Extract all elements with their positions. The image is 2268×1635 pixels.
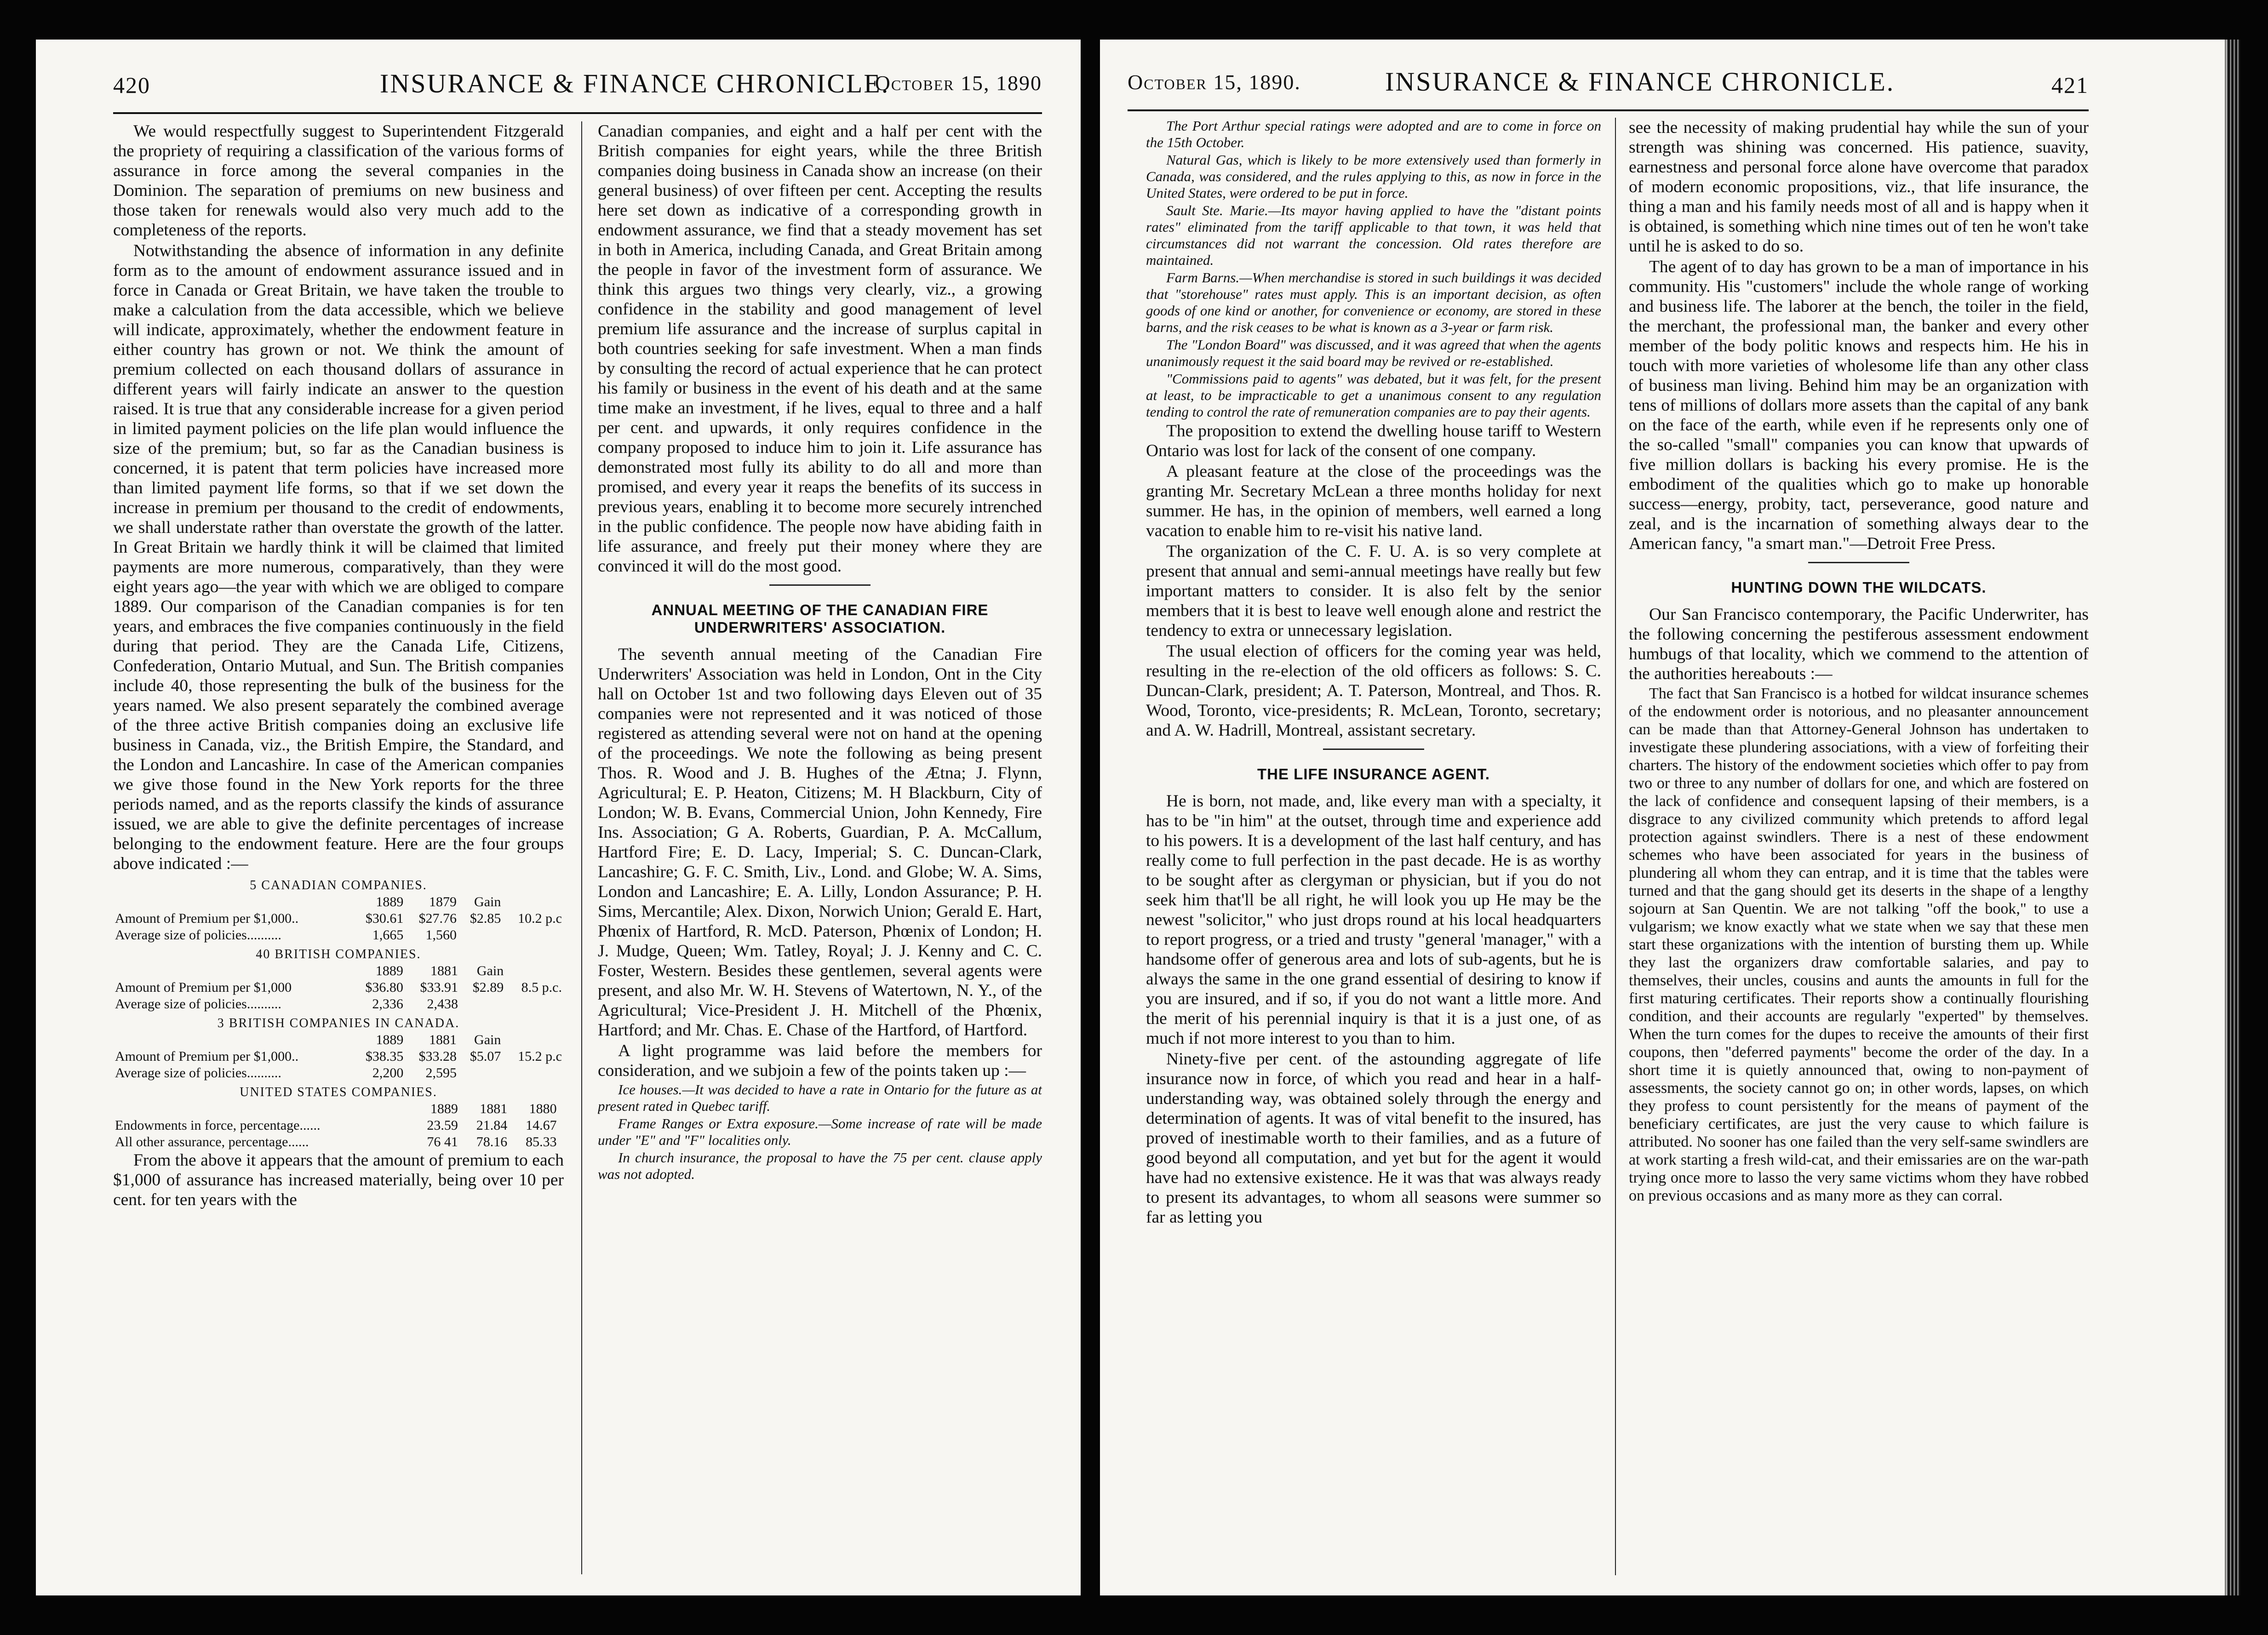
table-row [113,910,564,927]
table-cell: Average size of policies.......... [115,927,281,943]
table-caption: 5 CANADIAN COMPANIES. [250,878,427,892]
table-cell: All other assurance, percentage...... [115,1134,309,1149]
table-header-cell: 1879 [429,894,457,909]
section-rule [1808,562,1909,563]
statistics-table [113,943,564,1012]
meeting-note: In church insurance, the proposal to have the 75 per cent. clause apply was not adopted. [598,1149,1042,1182]
left-running-title: INSURANCE & FINANCE CHRONICLE. [380,69,890,98]
table-caption: 3 BRITISH COMPANIES IN CANADA. [217,1016,460,1030]
table-header-cell: 1889 [376,894,404,909]
table-row [113,1117,564,1134]
table-cell: 2,595 [425,1065,457,1080]
table-header-cell [113,1101,410,1117]
table-header-cell: Gain [474,894,501,909]
section-heading: ANNUAL MEETING OF THE CANADIAN FIRE UNDERWRITERS' ASSOCIATION. [651,601,989,636]
table-cell: 8.5 p.c. [521,980,562,995]
left-page [36,40,1081,1595]
left-header-rule [113,112,1042,114]
table-cell: 14.67 [526,1118,557,1133]
meeting-note: Frame Ranges or Extra exposure.—Some increase of rate will be made under "E" and "F" localities only. [598,1115,1042,1148]
table-header-cell: 1881 [429,1032,457,1047]
right-header-rule [1128,109,2089,111]
paragraph: The organization of the C. F. U. A. is so very complete at present that annual and semi-annual meetings have really but few important matters to consider. It is also felt by the senior members that it is best to leave well enough alone and restrict the tendency to extra or unnecessary legislation. [1146,542,1601,640]
table-row [113,979,564,996]
table-cell: 21.84 [476,1118,508,1133]
paragraph: The proposition to extend the dwelling house tariff to Western Ontario was lost for lack of the consent of one company. [1146,422,1601,460]
meeting-note: Ice houses.—It was decided to have a rate in Ontario for the future as at present rated in Quebec tariff. [598,1081,1042,1114]
table-cell: $30.61 [365,911,404,926]
section-rule [769,584,871,586]
left-column-2 [598,121,1042,1574]
table-cell: 2,336 [372,996,403,1012]
table-header-cell: 1889 [430,1101,458,1116]
table-cell [458,1065,503,1081]
table-cell [559,1117,564,1134]
left-header [113,65,1042,107]
table-cell: Amount of Premium per $1,000.. [115,1049,299,1064]
right-column-1 [1146,118,1601,1575]
paragraph: Ninety-five per cent. of the astounding aggregate of life insurance now in force, of which you read and hear in a half-understanding way, was obtained solely through the energy and determination of agents. It was of vital benefit to the insured, has proved of inestimable worth to their families, and as a future of good beyond all computation, and yet but for the agent it would have had no extensive existence. He it was that was always ready to present its advantages, to whom all seasons were summer so far as letting you [1146,1050,1601,1227]
paragraph: A pleasant feature at the close of the proceedings was the granting Mr. Secretary McLean a three months holiday for next summer. He has, in the opinion of members, well earned a long vacation to enable him to re-visit his native land. [1146,462,1601,540]
table-cell: 1,560 [425,927,457,943]
paragraph: Our San Francisco contemporary, the Pacific Underwriter, has the following concerning the pestiferous assessment endowment humbugs of that locality, which we commend to the attention of the authorities hereabouts :— [1629,605,2089,683]
paragraph: Canadian companies, and eight and a half per cent with the British companies for eight years, while the three British companies doing business in Canada show an increase (on their general business) of over fifteen per cent. Accepting the results here set down as indicative of a corresponding growth in endowment assurance, we find that a steady movement has set in both in America, including Canada, and Great Britain among the people in favor of the investment form of assurance. We think this argues two things very clearly, viz., a growing confidence in the stability and good management of level premium life assurance and the increase of surplus capital in both countries seeking for safe investment. When a man finds by consulting the record of actual experience that he can protect his family or business in the event of his death and at the same time make an investment, if he lives, equal to three and a half per cent. and upwards, it only requires confidence in the company proposed to induce him to join it. Life assurance has demonstrated most fully its ability to do all and more than promised, and every year it reaps the benefits of its success in previous years, enabling it to become more securely intrenched in the public confidence. The people now have abiding faith in life assurance, and freely put their money where they are convinced it will do the most good. [598,122,1042,576]
meeting-note: "Commissions paid to agents" was debated, but it was felt, for the present at least, to be impracticable to get a unanimous consent to any regulation tending to control the rate of remuneration companies are to pay their agents. [1146,371,1601,420]
statistics-tables [113,875,564,1150]
table-header-cell: Gain [474,1032,501,1047]
table-cell: 2,200 [372,1065,404,1080]
paragraph: The usual election of officers for the coming year was held, resulting in the re-election of the old officers as follows: S. C. Duncan-Clark, president; A. T. Paterson, Montreal, and Thos. R. Wood, Toronto, vice-presidents; R. McLean, Toronto, secretary; and A. W. Hadrill, Montreal, assistant secretary. [1146,642,1601,740]
table-cell [460,996,505,1012]
right-page [1100,40,2227,1595]
right-header [1128,65,2089,107]
table-cell: Average size of policies.......... [115,1065,281,1080]
paragraph: A light programme was laid before the members for consideration, and we subjoin a few of the points taken up :— [598,1041,1042,1080]
table-caption: 40 BRITISH COMPANIES. [256,947,421,961]
left-date: October 15, 1890 [875,71,1042,95]
table-cell: $36.80 [365,980,403,995]
table-header-cell: 1889 [376,1032,404,1047]
table-cell [505,996,564,1012]
meeting-note: The "London Board" was discussed, and it was agreed that when the agents unanimously request it the said board may be revived or re-established. [1146,337,1601,369]
table-header-cell: Gain [476,963,504,978]
table-cell: 76 41 [427,1134,458,1149]
table-cell: Endowments in force, percentage...... [115,1118,321,1133]
paragraph: We would respectfully suggest to Superintendent Fitzgerald the propriety of requiring a classification of the various forms of assurance in force among the several companies in the Dominion. The separation of premiums on new business and those taken for renewals would also very much add to the completeness of the reports. [113,122,564,240]
table-cell: Amount of Premium per $1,000.. [115,911,299,926]
table-header-cell [113,1032,352,1048]
meeting-note: Farm Barns.—When merchandise is stored in such buildings it was decided that "storehouse" rates must apply. This is an important decision, as often goods of one kind or another, for convenience or economy, are stored in these barns, and the risk ceases to be what is known as a 3-year or farm risk. [1146,269,1601,335]
table-cell [503,1065,564,1081]
table-row [113,927,564,943]
table-header-cell: 1889 [375,963,403,978]
table-cell [458,927,503,943]
paragraph: The seventh annual meeting of the Canadian Fire Underwriters' Association was held in London, Ont in the City hall on October 1st and two following days Eleven out of 35 companies were not represented and it was noticed of those registered as attending several were not on hand at the opening of the proceedings. We note the following as being present Thos. R. Wood and J. B. Hughes of the Ætna; J. Flynn, Agricultural; E. P. Heaton, Citizens; M. H Blackburn, City of London; W. B. Evans, Commercial Union, John Kennedy, Fire Ins. Association; G A. Roberts, Guardian, P. A. McCallum, Hartford Fire; E. D. Lacy, Imperial; S. C. Duncan-Clark, Lancashire; G. F. C. Smith, Liv., Lond. and Globe; W. A. Sims, London and Lancashire; E. A. Lilly, London Assurance; P. H. Sims, Mercantile; Alex. Dixon, Norwich Union; Gerald E. Hart, Phœnix of Hartford, R. McD. Paterson, Phœnix of London; H. J. Mudge, Queen; Wm. Tatley, Royal; J. J. Kenny and C. C. Foster, Western. Besides these gentlemen, several agents were present, and also Mr. W. H. Stevens of Watertown, N. Y., of the Agricultural; Vice-President J. H. Mitchell of the Phœnix, Hartford; and Mr. Chas. E. Chase of the Hartford, of Hartford. [598,645,1042,1040]
table-cell: $2.85 [470,911,501,926]
page-scan-edge [2225,40,2240,1595]
table-header-cell [113,894,352,910]
column-divider [1615,118,1616,1575]
meeting-note: Natural Gas, which is likely to be more extensively used than formerly in Canada, was considered, and the rules applying to this, as now in force in the United States, were ordered to be put in force. [1146,152,1601,201]
table-header-cell: 1881 [430,963,458,978]
right-date: October 15, 1890. [1128,70,1301,94]
table-cell: $27.76 [418,911,457,926]
paragraph: see the necessity of making prudential hay while the sun of your strength was shining was concerned. His patience, suavity, earnestness and personal force alone have overcome that paradox of modern economic propositions, viz., that life insurance, the thing a man and his family needs most of all and is happy when it is obtained, is something which nine times out of ten he won't take until he is asked to do so. [1629,118,2089,256]
section-heading: HUNTING DOWN THE WILDCATS. [1731,579,1987,596]
table-header-cell: 1881 [480,1101,508,1116]
paragraph: The fact that San Francisco is a hotbed for wildcat insurance schemes of the endowment order is notorious, and no pleasanter announcement can be made than that Attorney-General Johnson has undertaken to investigate these plundering associations, with a view of forfeiting their charters. The history of the endowment societies which offer to pay from two or three to any number of dollars for one, and which are fostered on the lack of confidence and consequent lapsing of their members, is a disgrace to any civilized community which pretends to afford legal protection against swindlers. There is a nest of these endowment schemes who have been associated for years in the business of plundering all whom they can entrap, and it is time that the tables were turned and that the gang should get its deserts in the shape of a lengthy sojourn at San Quentin. We are not talking "off the book," to use a vulgarism; we know exactly what we state when we say that these men start these organizations with the intention of bursting them up. While they last the organizers draw comfortable salaries, and pay to themselves, their uncles, cousins and aunts the amounts in full for the first maturing certificates. Their reports show a continually flourishing condition, and their accounts are regularly "experted" by themselves. When the turn comes for the dupes to receive the amounts of their first coupons, then "deferred payments" become the order of the day. In a short time it is quietly announced that, owing to non-payment of assessments, the society cannot go on; in other words, lapses, on which they profess to count persistently for the means of payment of the beneficiary certificates, are just the very cause to which failure is attributed. No sooner has one failed than the very self-same swindlers are at work starting a fresh wild-cat, and their emissaries are on the war-path trying once more to lasso the very same victims whom they have robbed on previous occasions and as many more as they can corral. [1629,685,2089,1204]
table-cell: $38.35 [365,1049,404,1064]
right-column-2 [1629,118,2089,1575]
table-cell: $33.91 [420,980,458,995]
table-row [113,1065,564,1081]
table-cell: 2,438 [427,996,458,1012]
statistics-table [113,1081,564,1150]
table-header-cell [113,963,350,979]
column-divider [581,121,582,1574]
table-cell: 10.2 p.c [518,911,562,926]
left-page-number: 420 [113,72,150,98]
right-running-title: INSURANCE & FINANCE CHRONICLE. [1385,67,1895,97]
table-cell: Amount of Premium per $1,000 [115,980,292,995]
meeting-note: The Port Arthur special ratings were adopted and are to come in force on the 15th October. [1146,118,1601,150]
table-caption: UNITED STATES COMPANIES. [240,1085,437,1099]
table-row [113,996,564,1012]
table-header-cell: 1880 [529,1101,557,1116]
table-cell: $33.28 [418,1049,457,1064]
section-rule [1323,749,1424,750]
table-cell: Average size of policies.......... [115,996,281,1012]
table-cell: 1,665 [372,927,404,943]
table-row [113,1048,564,1065]
left-column-1 [113,121,564,1574]
paragraph: The agent of to day has grown to be a man of importance in his community. His "customers" include the whole range of working and business life. The laborer at the bench, the toiler in the field, the merchant, the professional man, the banker and every other member of the body politic knows and respects him. He his in touch with more varieties of wholesome life than any other class of business man living. Behind him may be an organization with tens of millions of dollars more assets than the capital of any bank on the face of the earth, while even if he represents only one of the so-called "small" companies you can know that upwards of five million dollars is backing his every promise. He is the embodiment of the qualities which go to make up honorable success—energy, probity, tact, perseverance, good nature and zeal, and is the incarnation of something always dear to the American fancy, "a smart man."—Detroit Free Press. [1629,257,2089,553]
table-row [113,1134,564,1150]
paragraph: Notwithstanding the absence of information in any definite form as to the amount of endowment assurance issued and in force in Canada or Great Britain, we have taken the trouble to make a calculation from the data accessible, which we believe will indicate, approximately, whether the endowment feature in either country has grown or not. We think the amount of premium collected on each thousand dollars of assurance in different years will fairly indicate an answer to the question raised. It is true that any considerable increase for a given period in limited payment policies on the life plan would influence the size of the premium; but, so far as the Canadian business is concerned, it is patent that term policies have increased more than limited payment life forms, so that if we set down the increase in premium per thousand to the credit of endowments, we shall understate rather than overstate the growth of the latter. In Great Britain we hardly think it will be claimed that limited payments are more numerous, comparatively, than they were eight years ago—the year with which we are obliged to compare 1889. Our comparison of the Canadian companies is for ten years, and embraces the five companies continuously in the field during that period. They are the Canada Life, Citizens, Confederation, Ontario Mutual, and Sun. The British companies include 40, those representing the bulk of the business for the years named. We also present separately the combined average of the three active British companies doing an exclusive life business in Canada, viz., the British Empire, the Standard, and the London and Lancashire. In case of the American companies we give those found in the New York reports for the three periods named, and as the reports classify the kinds of assurance issued, we are able to give the definite percentages of increase belonging to the endowment feature. Here are the four groups above indicated :— [113,241,564,873]
table-cell: 78.16 [476,1134,508,1149]
table-cell: $2.89 [472,980,504,995]
table-cell [559,1134,564,1150]
table-cell: 85.33 [526,1134,557,1149]
table-cell [503,927,564,943]
table-cell: 23.59 [427,1118,458,1133]
paragraph: He is born, not made, and, like every man with a specialty, it has to be "in him" at the outset, through time and experience add to his powers. It is a development of the last half century, and has really come to full perfection in the past decade. He is as worthy to be sought after as clergyman or physician, but if you do not seek him that'll be all right, he will look you up He may be the newest "solicitor," who just drops round at his local headquarters to report progress, or a tried and trusty "general 'manager," with a handsome offer of generous area and lots of sub-agents, but he is always the same in the one grand essential of desiring to know if you are insured, and if so, if you do not want a little more. And the merit of his perennial inquiry is that it is a just one, of as much if not more interest to you than to him. [1146,792,1601,1048]
statistics-table [113,1012,564,1081]
statistics-table [113,875,564,943]
table-cell: 15.2 p.c [518,1049,562,1064]
paragraph: From the above it appears that the amount of premium to each $1,000 of assurance has increased materially, being over 10 per cent. for ten years with the [113,1151,564,1209]
meeting-note: Sault Ste. Marie.—Its mayor having applied to have the "distant points rates" eliminated from the tariff applicable to that town, it was held that circumstances did not warrant the concession. Old rates therefore are maintained. [1146,202,1601,268]
table-cell: $5.07 [470,1049,501,1064]
section-heading: THE LIFE INSURANCE AGENT. [1257,766,1490,783]
right-page-number: 421 [2051,72,2089,98]
